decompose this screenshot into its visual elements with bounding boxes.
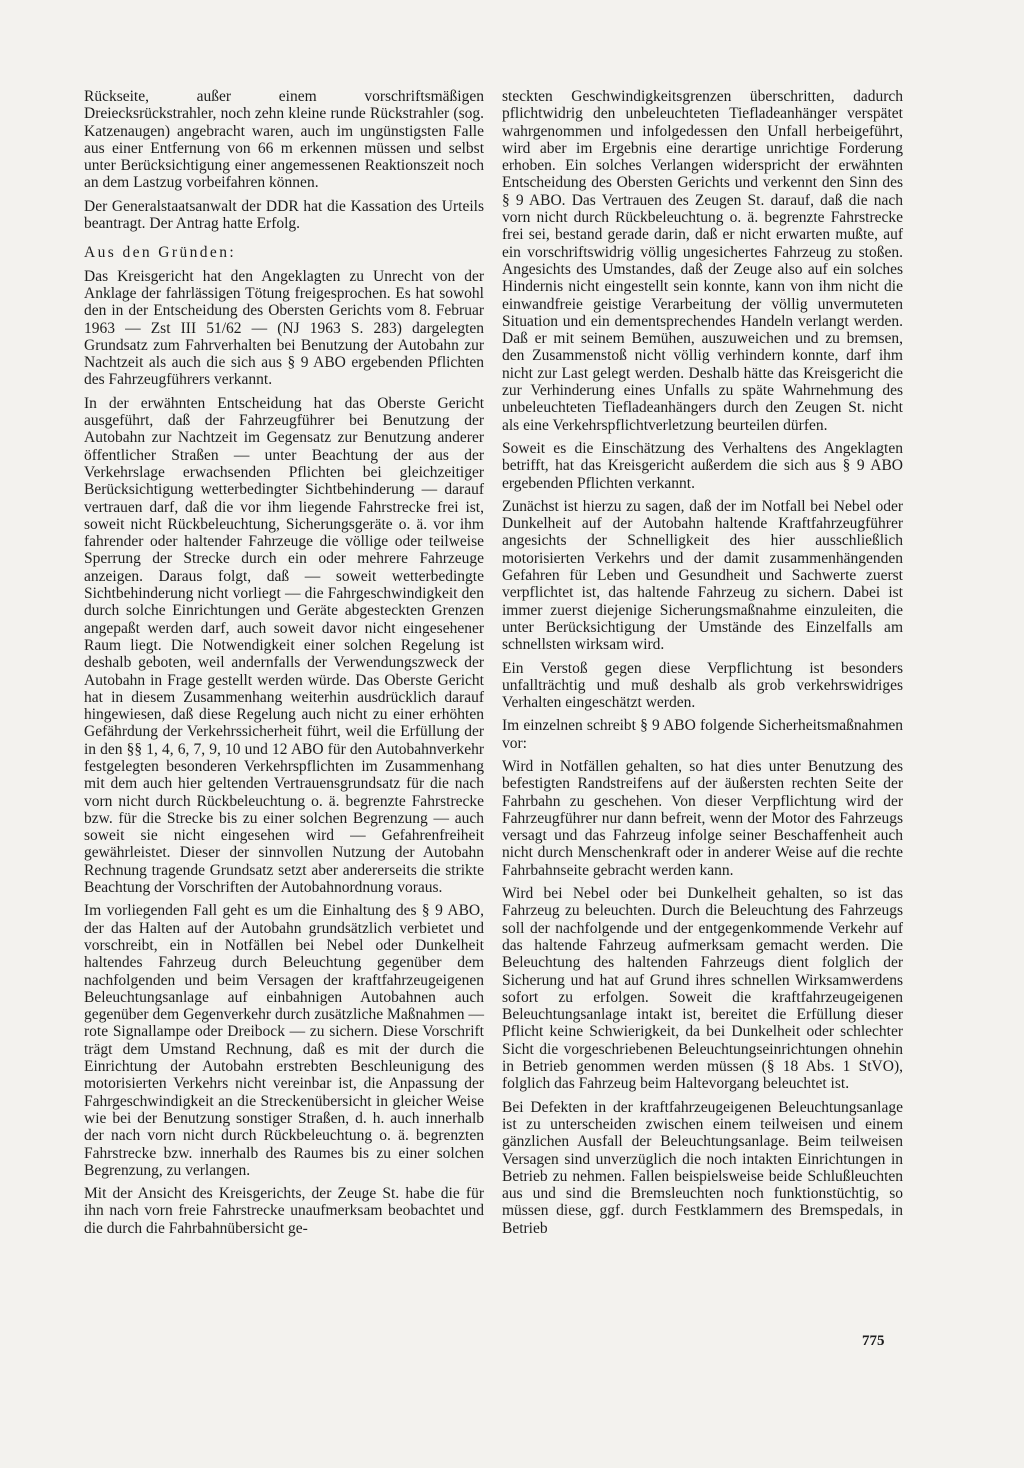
paragraph: Wird bei Nebel oder bei Dunkelheit gehalten, so ist das Fahrzeug zu beleuchten. Durch die Beleuchtung des Fahrzeugs soll der nachfolgende und der entgegenkommende Verkehr auf das haltende Fahrzeug aufmerksam gemacht werden. Die Beleuchtung des haltenden Fahrzeugs dient folglich der Sicherung und hat auf Grund ihres schnellen Wirksamwerdens sofort zu erfolgen. Soweit die kraftfahrzeugeigenen Beleuchtungsanlage intakt ist, bereitet die Erfüllung dieser Pflicht keine Schwierigkeit, da bei Dunkelheit oder schlechter Sicht die vorgeschriebenen Beleuchtungseinrichtungen ohnehin in Betrieb genommen werden müssen (§ 18 Abs. 1 StVO), folglich das Fahrzeug beim Haltevorgang beleuchtet ist. <box>502 885 903 1093</box>
paragraph: Im vorliegenden Fall geht es um die Einhaltung des § 9 ABO, der das Halten auf der Autobahn grundsätzlich verbietet und vorschreibt, ein in Notfällen bei Nebel oder Dunkelheit haltendes Fahrzeug durch Beleuchtung gegenüber dem nachfolgenden und beim Versagen der kraftfahrzeugeigenen Beleuchtungsanlage auf einbahnigen Autobahnen auch gegenüber dem Gegenverkehr durch zusätzliche Maßnahmen — rote Signallampe oder Dreibock — zu sichern. Diese Vorschrift trägt dem Umstand Rechnung, daß es mit der durch die Einrichtung der Autobahn erstrebten Beschleunigung des motorisierten Verkehrs nicht vereinbar ist, die Anpassung der Fahrgeschwindigkeit an die Streckenübersicht in gleicher Weise wie bei der Benutzung sonstiger Straßen, d. h. auch innerhalb der nach vorn nicht durch Rückbeleuchtung o. ä. begrenzten Fahrstrecke bzw. innerhalb des Raumes bis zu einer solchen Begrenzung, zu verlangen. <box>84 902 484 1179</box>
paragraph: Rückseite, außer einem vorschriftsmäßigen Dreiecksrückstrahler, noch zehn kleine runde Rückstrahler (sog. Katzenaugen) angebracht waren, auch im ungünstigsten Falle aus einer Entfernung von 66 m erkennen müssen und selbst unter Berücksichtigung einer angemessenen Reaktionszeit noch an dem Lastzug vorbeifahren können. <box>84 88 484 192</box>
paragraph: Der Generalstaatsanwalt der DDR hat die Kassation des Urteils beantragt. Der Antrag hatte Erfolg. <box>84 197 484 233</box>
paragraph: Mit der Ansicht des Kreisgerichts, der Zeuge St. habe die für ihn nach vorn freie Fahrstrecke unaufmerksam beobachtet und die durch die Fahrbahnübersicht ge- <box>84 1185 484 1237</box>
left-column <box>84 88 484 1237</box>
paragraph: Bei Defekten in der kraftfahrzeugeigenen Beleuchtungsanlage ist zu unterscheiden zwischen einem teilweisen und einem gänzlichen Ausfall der Beleuchtungsanlage. Beim teilweisen Versagen sind unverzüglich die noch intakten Einrichtungen in Betrieb zu nehmen. Fallen beispielsweise beide Schlußleuchten aus und sind die Bremsleuchten noch funktionstüchtig, so müssen diese, ggf. durch Festklammern des Bremspedals, in Betrieb <box>502 1098 903 1237</box>
paragraph: Ein Verstoß gegen diese Verpflichtung ist besonders unfallträchtig und muß deshalb als grob verkehrswidriges Verhalten eingeschätzt werden. <box>502 659 903 712</box>
paragraph: steckten Geschwindigkeitsgrenzen überschritten, dadurch pflichtwidrig den unbeleuchteten Tiefladeanhänger verspätet wahrgenommen und infolgedessen den Unfall herbeigeführt, wird aber im Ergebnis eine derartige unrichtige Forderung erhoben. Ein solches Verlangen widerspricht der erwähnten Entscheidung des Obersten Gerichts und verkennt den Sinn des § 9 ABO. Das Vertrauen des Zeugen St. darauf, daß die nach vorn nicht durch Rückbeleuchtung o. ä. begrenzte Fahrstrecke frei sei, bestand gerade darin, daß er nicht erwarten mußte, auf ein vorschriftswidrig völlig ungesichertes Fahrzeug zu stoßen. Angesichts des Umstandes, daß der Zeuge also auf ein solches Hindernis nicht eingestellt sein konnte, kann von ihm nicht die einwandfreie geistige Verarbeitung der völlig unvermuteten Situation und ein dementsprechendes Handeln verlangt werden. Daß er mit seinem Bemühen, auszuweichen und zu bremsen, den Zusammenstoß nicht völlig verhindern konnte, darf ihm nicht zur Last gelegt werden. Deshalb hätte das Kreisgericht die zur Verhinderung eines Unfalls zu späte Wahrnehmung des unbeleuchteten Tiefladeanhängers durch den Zeugen St. nicht als eine Verkehrspflichtverletzung beurteilen dürfen. <box>502 88 903 434</box>
paragraph: Soweit es die Einschätzung des Verhaltens des Angeklagten betrifft, hat das Kreisgericht außerdem die sich aus § 9 ABO ergebenden Pflichten verkannt. <box>502 439 903 492</box>
paragraph: Im einzelnen schreibt § 9 ABO folgende Sicherheitsmaßnahmen vor: <box>502 717 903 752</box>
section-heading: Aus den Gründen: <box>84 244 237 262</box>
paragraph: Zunächst ist hierzu zu sagen, daß der im Notfall bei Nebel oder Dunkelheit auf der Autobahn haltende Kraftfahrzeugführer angesichts der Schnelligkeit des hier ausschließlich motorisierten Verkehrs und der damit zusammenhängenden Gefahren für Leben und Gesundheit und Sachwerte zuerst verpflichtet ist, das haltende Fahrzeug zu sichern. Dabei ist immer zuerst diejenige Sicherungsmaßnahme einzuleiten, die unter Berücksichtigung der Umstände des Einzelfalls am schnellsten wirksam wird. <box>502 497 903 654</box>
paragraph: Das Kreisgericht hat den Angeklagten zu Unrecht von der Anklage der fahrlässigen Tötung freigesprochen. Es hat sowohl den in der Entscheidung des Obersten Gerichts vom 8. Februar 1963 — Zst III 51/62 — (NJ 1963 S. 283) dargelegten Grundsatz zum Fahrverhalten bei Benutzung der Autobahn zur Nachtzeit als auch die sich aus § 9 ABO ergebenden Pflichten des Fahrzeugführers verkannt. <box>84 267 484 389</box>
paragraph: In der erwähnten Entscheidung hat das Oberste Gericht ausgeführt, daß der Fahrzeugführer bei Benutzung der Autobahn zur Nachtzeit im Gegensatz zur Benutzung anderer öffentlicher Straßen — unter Beachtung der aus der Verkehrslage erwachsenden Pflichten bei gleichzeitiger Berücksichtigung wetterbedingter Sichtbehinderung — darauf vertrauen darf, daß die vor ihm liegende Fahrstrecke frei ist, soweit nicht Rückbeleuchtung, Sicherungsgeräte o. ä. vor ihm fahrender oder haltender Fahrzeuge die völlige oder teilweise Sperrung der Strecke durch ein oder mehrere Fahrzeuge anzeigen. Daraus folgt, daß — soweit wetterbedingte Sichtbehinderung nicht vorliegt — die Fahrgeschwindigkeit den durch solche Einrichtungen und Geräte abgesteckten Grenzen angepaßt werden darf, auch soweit davor nicht eingesehener Raum liegt. Die Notwendigkeit einer solchen Regelung ist deshalb geboten, weil andernfalls der Verwendungszweck der Autobahn in Frage gestellt werden würde. Das Oberste Gericht hat in diesem Zusammenhang weiterhin ausdrücklich darauf hingewiesen, daß diese Regelung auch nicht zu einer erhöhten Gefährdung der Verkehrssicherheit führt, weil die Erfüllung der in den §§ 1, 4, 6, 7, 9, 10 und 12 ABO für den Autobahnverkehr festgelegten besonderen Verkehrspflichten im Zusammenhang mit dem auch hier geltenden Vertrauensgrundsatz für die nach vorn nicht durch Rückbeleuchtung o. ä. begrenzte Fahrstrecke bzw. für die Strecke bis zu einer solchen Begrenzung — auch soweit sie nicht eingesehen wird — Gefahrenfreiheit gewährleistet. Dieser der sinnvollen Nutzung der Autobahn Rechnung tragende Grundsatz setzt aber andererseits die strikte Beachtung der Vorschriften der Autobahnordnung voraus. <box>84 394 484 897</box>
page-number: 775 <box>862 1333 885 1349</box>
right-column <box>502 88 903 1237</box>
paragraph: Wird in Notfällen gehalten, so hat dies unter Benutzung des befestigten Randstreifens auf der äußersten rechten Seite der Fahrbahn zu geschehen. Von dieser Verpflichtung wird der Fahrzeugführer nur dann befreit, wenn der Motor des Fahrzeugs versagt und das Fahrzeug infolge seiner Beschaffenheit auch nicht durch Menschenkraft oder in anderer Weise auf die rechte Fahrbahnseite gebracht werden kann. <box>502 757 903 879</box>
